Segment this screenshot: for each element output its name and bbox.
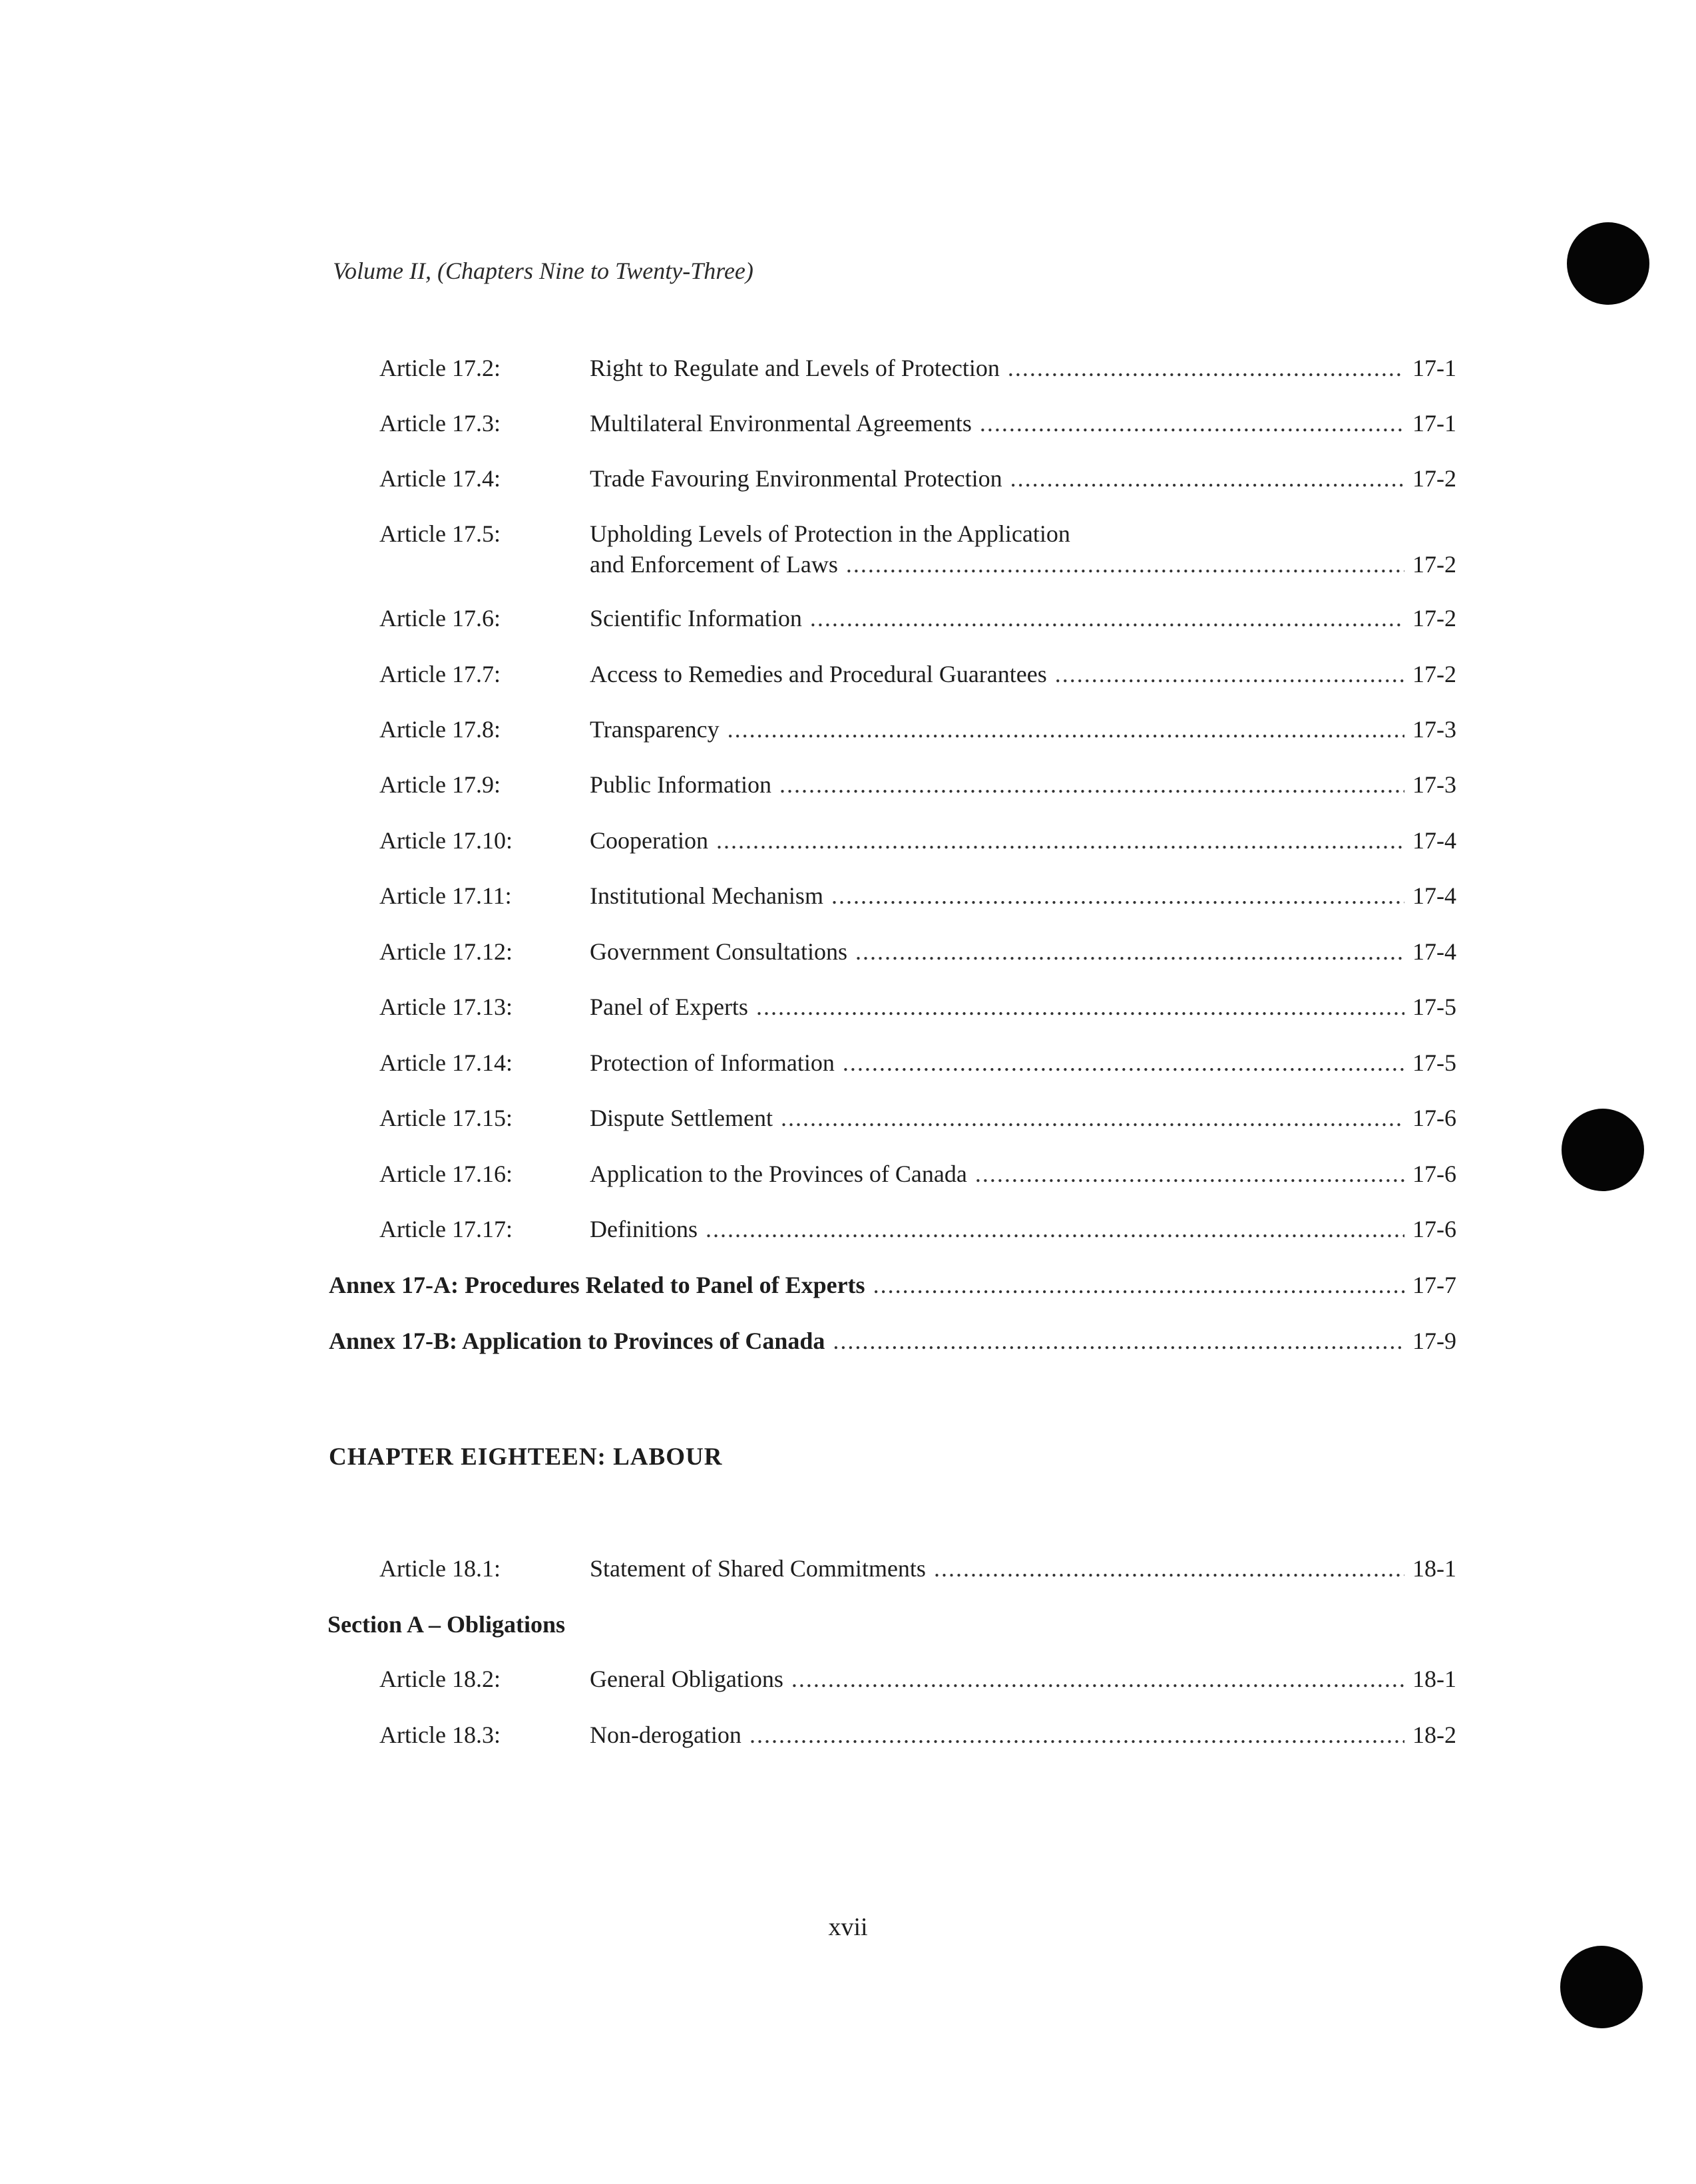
dot-leader <box>779 771 1404 799</box>
article-number: Article 17.15: <box>379 1105 513 1131</box>
toc-entry[interactable] <box>0 1665 1696 1705</box>
article-title: Dispute Settlement <box>590 1105 773 1131</box>
article-title: General Obligations <box>590 1666 783 1692</box>
article-title: Panel of Experts <box>590 994 748 1020</box>
page-reference: 17-3 <box>1412 771 1456 798</box>
dot-leader <box>1008 354 1404 382</box>
article-number: Article 17.8: <box>379 716 501 743</box>
page-reference: 17-4 <box>1412 938 1456 965</box>
page-reference: 17-4 <box>1412 882 1456 909</box>
toc-entry[interactable] <box>0 826 1696 866</box>
binder-hole <box>1560 1946 1643 2028</box>
toc-entry[interactable] <box>0 464 1696 504</box>
page-number: xvii <box>828 1913 868 1941</box>
annex-title: Annex 17-A: Procedures Related to Panel of Experts <box>329 1272 865 1298</box>
page-reference: 17-2 <box>1412 465 1456 492</box>
toc-entry[interactable] <box>0 660 1696 700</box>
article-title: Application to the Provinces of Canada <box>590 1161 967 1187</box>
article-number: Article 17.5: <box>379 520 501 547</box>
article-title: Right to Regulate and Levels of Protection <box>590 355 1000 381</box>
article-number: Article 18.2: <box>379 1666 501 1692</box>
article-title: Institutional Mechanism <box>590 882 823 909</box>
page-reference: 17-2 <box>1412 661 1456 687</box>
dot-leader <box>810 604 1404 632</box>
dot-leader <box>846 550 1404 578</box>
dot-leader <box>756 993 1404 1021</box>
article-number: Article 17.10: <box>379 827 513 854</box>
article-number: Article 17.6: <box>379 605 501 632</box>
toc-entry[interactable] <box>0 771 1696 811</box>
page-reference: 17-6 <box>1412 1161 1456 1187</box>
dot-leader <box>833 1327 1404 1355</box>
article-number: Article 17.9: <box>379 771 501 798</box>
page-reference: 17-2 <box>1412 605 1456 632</box>
dot-leader <box>716 826 1404 854</box>
section-heading: Section A – Obligations <box>327 1611 566 1638</box>
article-title: Definitions <box>590 1216 698 1242</box>
article-title: Transparency <box>590 716 720 743</box>
article-title: Public Information <box>590 771 771 798</box>
page-reference: 17-9 <box>1412 1328 1456 1354</box>
article-title: Access to Remedies and Procedural Guarantees <box>590 661 1047 687</box>
dot-leader <box>706 1215 1404 1243</box>
dot-leader <box>855 938 1404 966</box>
dot-leader <box>749 1721 1404 1749</box>
dot-leader <box>791 1665 1404 1693</box>
article-title-line-2: and Enforcement of Laws <box>590 551 838 578</box>
dot-leader <box>1010 464 1404 492</box>
article-title: Non-derogation <box>590 1722 742 1748</box>
dot-leader <box>781 1104 1404 1132</box>
chapter-heading: CHAPTER EIGHTEEN: LABOUR <box>329 1443 723 1471</box>
article-number: Article 17.4: <box>379 465 501 492</box>
article-title: Multilateral Environmental Agreements <box>590 410 972 437</box>
page-reference: 17-2 <box>1412 551 1456 578</box>
toc-entry[interactable] <box>0 1104 1696 1144</box>
toc-entry[interactable] <box>0 1049 1696 1089</box>
toc-annex-entry[interactable] <box>329 1327 1456 1367</box>
toc-entry[interactable] <box>0 715 1696 755</box>
toc-entry[interactable] <box>0 993 1696 1033</box>
article-number: Article 17.13: <box>379 994 513 1020</box>
article-title: Protection of Information <box>590 1049 835 1076</box>
toc-entry[interactable] <box>0 354 1696 394</box>
dot-leader <box>1055 660 1404 688</box>
page-reference: 17-1 <box>1412 410 1456 437</box>
page-reference: 17-6 <box>1412 1216 1456 1242</box>
article-number: Article 17.16: <box>379 1161 513 1187</box>
page-reference: 17-4 <box>1412 827 1456 854</box>
toc-entry[interactable] <box>0 938 1696 978</box>
page-reference: 17-5 <box>1412 1049 1456 1076</box>
dot-leader <box>831 882 1404 910</box>
dot-leader <box>980 409 1404 437</box>
article-number: Article 17.11: <box>379 882 512 909</box>
dot-leader <box>934 1554 1404 1582</box>
toc-entry[interactable] <box>0 1554 1696 1594</box>
page-reference: 18-2 <box>1412 1722 1456 1748</box>
page-reference: 18-1 <box>1412 1666 1456 1692</box>
dot-leader <box>843 1049 1404 1077</box>
toc-entry[interactable] <box>0 604 1696 644</box>
page-reference: 17-5 <box>1412 994 1456 1020</box>
toc-entry[interactable] <box>0 409 1696 449</box>
toc-entry[interactable] <box>0 882 1696 922</box>
article-title: Trade Favouring Environmental Protection <box>590 465 1002 492</box>
running-header: Volume II, (Chapters Nine to Twenty-Three) <box>333 258 753 284</box>
article-title: Cooperation <box>590 827 708 854</box>
article-number: Article 17.17: <box>379 1216 513 1242</box>
toc-entry[interactable] <box>0 520 1696 593</box>
article-number: Article 17.12: <box>379 938 513 965</box>
article-number: Article 17.3: <box>379 410 501 437</box>
page-reference: 17-6 <box>1412 1105 1456 1131</box>
toc-entry[interactable] <box>0 1160 1696 1200</box>
article-number: Article 17.2: <box>379 355 501 381</box>
article-title-line-1: Upholding Levels of Protection in the Application <box>590 520 1070 547</box>
dot-leader <box>728 715 1404 743</box>
article-title: Government Consultations <box>590 938 847 965</box>
dot-leader <box>975 1160 1404 1188</box>
article-number: Article 17.14: <box>379 1049 513 1076</box>
annex-title: Annex 17-B: Application to Provinces of Canada <box>329 1328 825 1354</box>
page-reference: 17-3 <box>1412 716 1456 743</box>
article-number: Article 18.3: <box>379 1722 501 1748</box>
article-number: Article 18.1: <box>379 1555 501 1582</box>
article-title: Statement of Shared Commitments <box>590 1555 926 1582</box>
dot-leader <box>873 1271 1404 1299</box>
toc-entry[interactable] <box>0 1215 1696 1255</box>
binder-hole <box>1567 222 1649 305</box>
page-reference: 18-1 <box>1412 1555 1456 1582</box>
page-reference: 17-7 <box>1412 1272 1456 1298</box>
toc-annex-entry[interactable] <box>329 1271 1456 1311</box>
page-reference: 17-1 <box>1412 355 1456 381</box>
toc-entry[interactable] <box>0 1721 1696 1761</box>
article-title: Scientific Information <box>590 605 802 632</box>
article-number: Article 17.7: <box>379 661 501 687</box>
